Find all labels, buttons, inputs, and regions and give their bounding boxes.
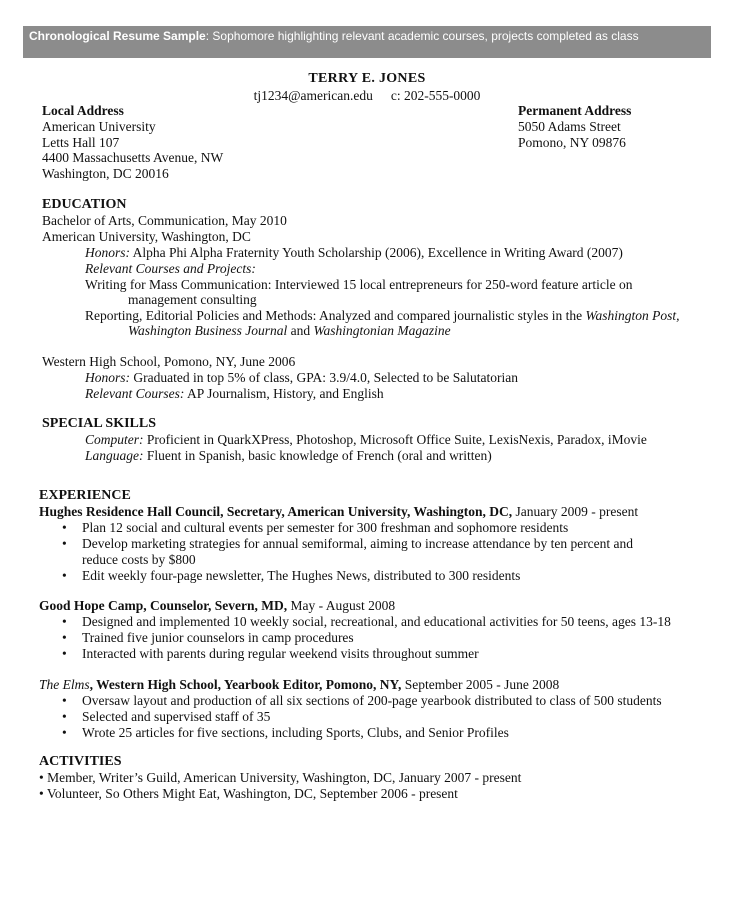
job-bullets-hughes-cont xyxy=(58,568,520,584)
activity-item: • Member, Writer’s Guild, American University, Washington, DC, January 2007 - present xyxy=(39,770,522,785)
hs-courses-text: AP Journalism, History, and English xyxy=(184,386,384,401)
publication-washingtonian: Washingtonian Magazine xyxy=(313,323,451,338)
banner-title: Chronological Resume Sample xyxy=(29,29,206,43)
hs-honors xyxy=(85,370,518,386)
computer-label: Computer: xyxy=(85,432,144,447)
education-school: American University, Washington, DC xyxy=(42,229,251,244)
course-reporting-line1 xyxy=(85,308,680,324)
permanent-address xyxy=(518,103,631,150)
list-item: • Designed and implemented 10 weekly social, recreational, and educational activities for 50 teens, ages 13-18 xyxy=(58,614,671,630)
skill-computer xyxy=(85,432,647,448)
skills-heading: SPECIAL SKILLS xyxy=(42,416,156,431)
job-date: September 2005 - June 2008 xyxy=(401,677,560,692)
course-writing-line1: Writing for Mass Communication: Interviewed 15 local entrepreneurs for 250-word feature article on xyxy=(85,277,633,292)
honors-text: Alpha Phi Alpha Fraternity Youth Scholarship (2006), Excellence in Writing Award (2007) xyxy=(130,245,623,260)
resume-name: TERRY E. JONES xyxy=(308,71,426,86)
hs-courses xyxy=(85,386,384,402)
local-address-line: Letts Hall 107 xyxy=(42,134,120,150)
education-degree: Bachelor of Arts, Communication, May 2010 xyxy=(42,213,287,228)
local-address xyxy=(42,103,223,182)
activities-heading: ACTIVITIES xyxy=(39,754,122,769)
course-reporting-text: Reporting, Editorial Policies and Methods: Analyzed and compared journalistic styles in the xyxy=(85,308,586,323)
job-title-yearbook xyxy=(39,677,559,693)
course-reporting-line2 xyxy=(128,323,451,339)
list-item: • Interacted with parents during regular weekend visits throughout summer xyxy=(58,646,671,662)
job-title: Good Hope Camp, Counselor, Severn, MD, xyxy=(39,598,288,613)
education-heading: EDUCATION xyxy=(42,197,127,212)
list-item: • Trained five junior counselors in camp procedures xyxy=(58,630,671,646)
hs-courses-label: Relevant Courses: xyxy=(85,386,185,401)
hs-honors-label: Honors: xyxy=(85,370,131,385)
relevant-courses-label: Relevant Courses and Projects: xyxy=(85,261,256,276)
permanent-address-title: Permanent Address xyxy=(518,103,632,118)
high-school: Western High School, Pomono, NY, June 2006 xyxy=(42,354,296,369)
list-item: • Selected and supervised staff of 35 xyxy=(58,709,662,725)
list-item: • Wrote 25 articles for five sections, including Sports, Clubs, and Senior Profiles xyxy=(58,725,662,741)
phone: c: 202-555-0000 xyxy=(390,88,481,103)
job-bullets-hughes xyxy=(58,520,633,552)
local-address-title: Local Address xyxy=(42,103,124,118)
list-item: • Edit weekly four-page newsletter, The Hughes News, distributed to 300 residents xyxy=(58,568,520,584)
list-item: • Develop marketing strategies for annual semiformal, aiming to increase attendance by ten percent and xyxy=(58,536,633,552)
skill-language xyxy=(85,448,492,464)
local-address-line: American University xyxy=(42,118,156,134)
course-writing-line2: management consulting xyxy=(128,292,257,307)
local-address-line: 4400 Massachusetts Avenue, NW xyxy=(42,150,224,166)
contact-line xyxy=(0,88,734,104)
education-honors xyxy=(85,245,623,261)
document-banner xyxy=(23,26,711,58)
language-text: Fluent in Spanish, basic knowledge of French (oral and written) xyxy=(143,448,492,463)
banner-subtitle: : Sophomore highlighting relevant academic courses, projects completed as class xyxy=(205,29,639,43)
conjunction: and xyxy=(287,323,314,338)
job-title: , Western High School, Yearbook Editor, Pomono, NY, xyxy=(89,677,402,692)
job-bullets-yearbook xyxy=(58,693,662,740)
list-item: • Plan 12 social and cultural events per semester for 300 freshman and sophomore residents xyxy=(58,520,633,536)
honors-label: Honors: xyxy=(85,245,131,260)
publication-post: Washington Post, xyxy=(585,308,680,323)
computer-text: Proficient in QuarkXPress, Photoshop, Microsoft Office Suite, LexisNexis, Paradox, iMovie xyxy=(143,432,647,447)
experience-heading: EXPERIENCE xyxy=(39,488,131,503)
job-title: Hughes Residence Hall Council, Secretary, American University, Washington, DC, xyxy=(39,504,513,519)
job-title-hughes xyxy=(39,504,638,520)
activity-item: • Volunteer, So Others Might Eat, Washington, DC, September 2006 - present xyxy=(39,786,458,801)
hs-honors-text: Graduated in top 5% of class, GPA: 3.9/4.0, Selected to be Salutatorian xyxy=(130,370,518,385)
job-title-goodhope xyxy=(39,598,395,614)
job-bullets-goodhope xyxy=(58,614,671,661)
email: tj1234@american.edu xyxy=(253,88,373,103)
job-date: May - August 2008 xyxy=(287,598,396,613)
permanent-address-line: 5050 Adams Street xyxy=(518,118,621,134)
permanent-address-line: Pomono, NY 09876 xyxy=(518,134,626,150)
job-date: January 2009 - present xyxy=(512,504,639,519)
publication-wbj: Washington Business Journal xyxy=(128,323,288,338)
job-prefix: The Elms xyxy=(39,677,90,692)
local-address-line: Washington, DC 20016 xyxy=(42,166,169,182)
list-item: • Oversaw layout and production of all six sections of 200-page yearbook distributed to class of 500 students xyxy=(58,693,662,709)
list-item-continuation: reduce costs by $800 xyxy=(82,552,196,567)
language-label: Language: xyxy=(85,448,144,463)
